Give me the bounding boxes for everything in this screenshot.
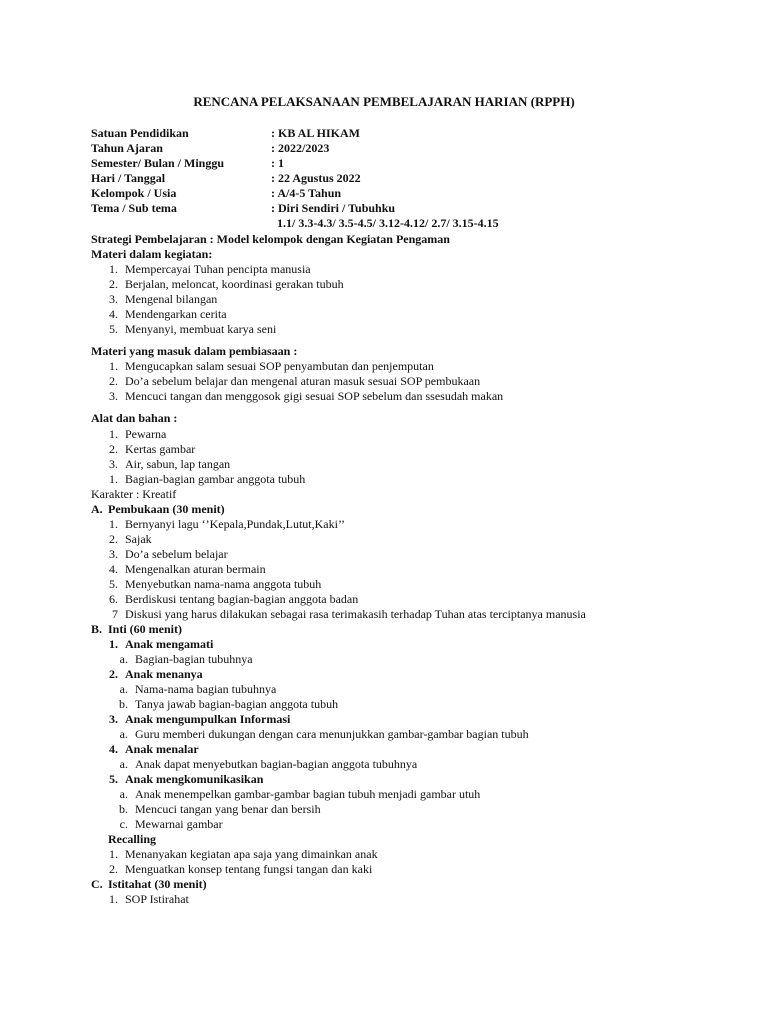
subsection-title: Anak mengumpulkan Informasi (125, 712, 291, 726)
item-number: 3. (109, 547, 118, 561)
item-number: 7 (112, 607, 118, 621)
subsection-number: 1. (109, 637, 118, 651)
item-number: 3. (109, 457, 118, 471)
identity-label: Semester/ Bulan / Minggu (91, 156, 225, 170)
identity-value: : A/4-5 Tahun (271, 186, 342, 200)
item-text: Mendengarkan cerita (125, 307, 227, 321)
item-text: Tanya jawab bagian-bagian anggota tubuh (135, 697, 339, 711)
subsection-number: 5. (109, 772, 118, 786)
item-number: 1. (109, 847, 118, 861)
item-letter: a. (119, 757, 128, 771)
page-title: RENCANA PELAKSANAAN PEMBELAJARAN HARIAN (RPPH) (193, 94, 575, 109)
item-text: Menyebutkan nama-nama anggota tubuh (125, 577, 322, 591)
item-text: Berjalan, meloncat, koordinasi gerakan tubuh (125, 277, 344, 291)
identity-label: Tema / Sub tema (91, 201, 177, 215)
item-text: Bagian-bagian tubuhnya (135, 652, 253, 666)
item-text: Mewarnai gambar (135, 817, 223, 831)
item-number: 2. (109, 277, 118, 291)
item-letter: b. (119, 802, 128, 816)
section-letter: B. (91, 622, 103, 636)
item-text: Pewarna (125, 427, 167, 441)
identity-value: : 22 Agustus 2022 (271, 171, 361, 185)
item-text: Nama-nama bagian tubuhnya (135, 682, 277, 696)
item-text: Mengenalkan aturan bermain (125, 562, 266, 576)
section-letter: A. (91, 502, 103, 516)
item-text: Mempercayai Tuhan pencipta manusia (125, 262, 311, 276)
item-number: 1. (109, 359, 118, 373)
item-text: Mencuci tangan dan menggosok gigi sesuai SOP sebelum dan ssesudah makan (125, 389, 504, 403)
item-text: Kertas gambar (125, 442, 196, 456)
item-number: 2. (109, 862, 118, 876)
item-text: Berdiskusi tentang bagian-bagian anggota badan (125, 592, 359, 606)
item-number: 4. (109, 562, 118, 576)
materi-heading: Materi dalam kegiatan: (91, 247, 213, 261)
section-title: Inti (60 menit) (108, 622, 182, 636)
subsection-title: Anak mengkomunikasikan (125, 772, 264, 786)
identity-value: : Diri Sendiri / Tubuhku (271, 201, 396, 215)
item-text: Do’a sebelum belajar dan mengenal aturan masuk sesuai SOP pembukaan (125, 374, 481, 388)
item-number: 1. (109, 262, 118, 276)
item-number: 2. (109, 374, 118, 388)
identity-value: : 2022/2023 (271, 141, 330, 155)
recalling-heading: Recalling (108, 832, 156, 846)
item-letter: c. (119, 817, 128, 831)
item-number: 3. (109, 389, 118, 403)
identity-label: Kelompok / Usia (91, 186, 177, 200)
identity-label: Hari / Tanggal (91, 171, 166, 185)
item-text: SOP Istirahat (125, 892, 189, 906)
item-number: 2. (109, 532, 118, 546)
item-text: Guru memberi dukungan dengan cara menunjukkan gambar-gambar bagian tubuh (135, 727, 529, 741)
item-text: Anak menempelkan gambar-gambar bagian tubuh menjadi gambar utuh (135, 787, 481, 801)
item-letter: a. (119, 652, 128, 666)
item-text: Menguatkan konsep tentang fungsi tangan dan kaki (125, 862, 373, 876)
item-number: 2. (109, 442, 118, 456)
item-number: 5. (109, 577, 118, 591)
subsection-number: 2. (109, 667, 118, 681)
item-letter: a. (119, 682, 128, 696)
identity-label: Satuan Pendidikan (91, 126, 189, 140)
subsection-number: 3. (109, 712, 118, 726)
identity-value: : 1 (271, 156, 284, 170)
strategy-line: Strategi Pembelajaran : Model kelompok dengan Kegiatan Pengaman (91, 232, 450, 246)
item-number: 4. (109, 307, 118, 321)
subsection-title: Anak menalar (125, 742, 199, 756)
item-text: Do’a sebelum belajar (125, 547, 228, 561)
item-number: 5. (109, 322, 118, 336)
item-letter: b. (119, 697, 128, 711)
item-text: Bagian-bagian gambar anggota tubuh (125, 472, 306, 486)
subsection-number: 4. (109, 742, 118, 756)
pembiasaan-heading: Materi yang masuk dalam pembiasaan : (91, 344, 298, 358)
item-text: Air, sabun, lap tangan (125, 457, 231, 471)
subsection-title: Anak mengamati (125, 637, 214, 651)
section-title: Istitahat (30 menit) (108, 877, 207, 891)
item-text: Mencuci tangan yang benar dan bersih (135, 802, 321, 816)
item-number: 1. (109, 472, 118, 486)
subsection-title: Anak menanya (125, 667, 203, 681)
item-number: 6. (109, 592, 118, 606)
karakter-line: Karakter : Kreatif (91, 487, 177, 501)
item-text: Diskusi yang harus dilakukan sebagai rasa terimakasih terhadap Tuhan atas terciptanya manusia (125, 607, 586, 621)
item-number: 1. (109, 892, 118, 906)
section-letter: C. (91, 877, 103, 891)
identity-value: : KB AL HIKAM (271, 126, 361, 140)
item-text: Bernyanyi lagu ‘’Kepala,Pundak,Lutut,Kaki’’ (125, 517, 346, 531)
item-number: 1. (109, 517, 118, 531)
item-text: Sajak (125, 532, 152, 546)
item-letter: a. (119, 727, 128, 741)
item-number: 1. (109, 427, 118, 441)
item-text: Menyanyi, membuat karya seni (125, 322, 277, 336)
item-number: 3. (109, 292, 118, 306)
item-text: Anak dapat menyebutkan bagian-bagian anggota tubuhnya (135, 757, 418, 771)
identity-label: Tahun Ajaran (91, 141, 163, 155)
item-letter: a. (119, 787, 128, 801)
section-title: Pembukaan (30 menit) (108, 502, 225, 516)
item-text: Mengucapkan salam sesuai SOP penyambutan dan penjemputan (125, 359, 434, 373)
item-text: Mengenal bilangan (125, 292, 218, 306)
kd-line: 1.1/ 3.3-4.3/ 3.5-4.5/ 3.12-4.12/ 2.7/ 3.15-4.15 (277, 216, 499, 230)
alat-heading: Alat dan bahan : (91, 411, 178, 425)
item-text: Menanyakan kegiatan apa saja yang dimainkan anak (125, 847, 378, 861)
